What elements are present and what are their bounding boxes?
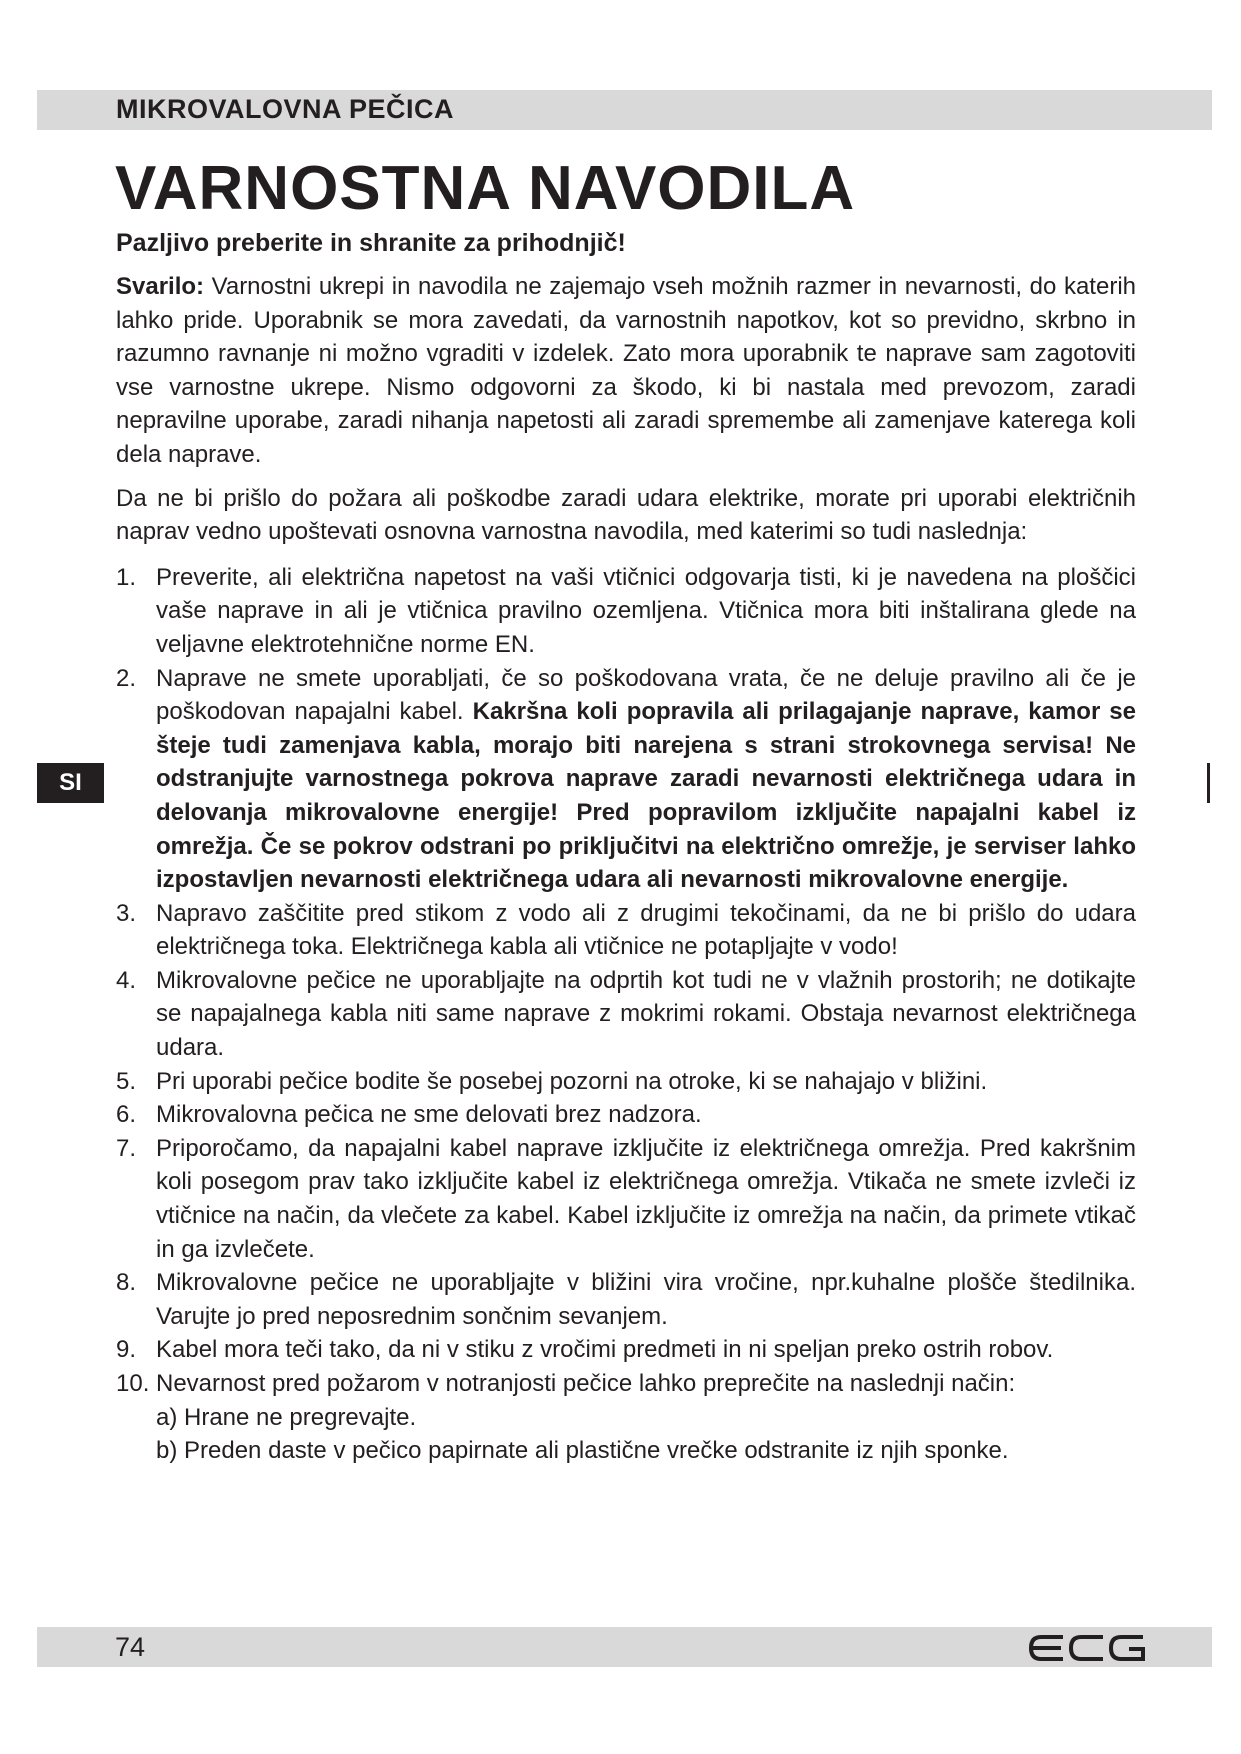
- list-item: [116, 964, 1136, 1065]
- warning-text: Varnostni ukrepi in navodila ne zajemajo vseh možnih razmer in nevarnosti, do katerih lahko pride. Uporabnik se mora zavedati, da varnostnih napotkov, kot so previdno, skrbno in razumno ravnanje ni možno vgraditi v izdelek. Zato mora uporabnik te naprave sam zagotoviti vse varnostne ukrepe. Nismo odgovorni za škodo, ki bi nastala med prevozom, zaradi nepravilne uporabe, zaradi nihanja napetosti ali zaradi spremembe ali zamenjave katerega koli dela naprave.: [116, 273, 1136, 468]
- side-marker: [1207, 763, 1210, 803]
- item-number: 9.: [116, 1336, 137, 1364]
- item-number: 4.: [116, 966, 137, 994]
- item-text: Mikrovalovna pečica ne sme delovati brez nadzora.: [156, 1101, 702, 1129]
- item-text: Napravo zaščitite pred stikom z vodo ali z drugimi tekočinami, da ne bi prišlo do udara električnega toka. Električnega kabla ali vtičnice ne potapljajte v vodo!: [156, 899, 1136, 961]
- language-tab: SI: [37, 763, 104, 803]
- list-item: [116, 561, 1136, 662]
- item-text: Nevarnost pred požarom v notranjosti pečice lahko preprečite na naslednji način:: [156, 1370, 1016, 1397]
- item-number: 2.: [116, 664, 137, 692]
- item-text: Mikrovalovne pečice ne uporabljajte na odprtih kot tudi ne v vlažnih prostorih; ne dotikajte se napajalnega kabla niti same naprave z mokrimi rokami. Obstaja nevarnost električnega udara.: [156, 966, 1136, 1062]
- item-number: 7.: [116, 1134, 137, 1162]
- list-item: [116, 662, 1136, 897]
- warning-label: Svarilo:: [116, 273, 205, 300]
- header-bar: [37, 90, 1212, 130]
- list-item: [116, 1266, 1136, 1333]
- item-text: Priporočamo, da napajalni kabel naprave izključite iz električnega omrežja. Pred kakršnim koli posegom prav tako izključite kabel iz električnega omrežja. Vtikača ne smete izvleči iz vtičnice na način, da vlečete za kabel. Kabel izključite iz omrežja na način, da primete vtikač in ga izvlečete.: [156, 1134, 1136, 1263]
- item-text: Kabel mora teči tako, da ni v stiku z vročimi predmeti in ni speljan preko ostrih robov.: [156, 1336, 1054, 1364]
- page-number: 74: [115, 1632, 146, 1662]
- item-bold-text: Kakršna koli popravila ali prilagajanje naprave, kamor se šteje tudi zamenjava kabla, morajo biti narejena s strani strokovnega servisa! Ne odstranjujte varnostnega pokrova naprave zaradi nevarnosti električnega udara in delovanja mikrovalovne energije! Pred popravilom izključite napajalni kabel iz omrežja. Če se pokrov odstrani po priključitvi na električno omrežje, je serviser lahko izpostavljen nevarnosti električnega udara ali nevarnosti mikrovalovne energije.: [156, 698, 1136, 894]
- item-number: 3.: [116, 899, 137, 927]
- safety-list: [116, 561, 1136, 1468]
- intro-paragraph: Da ne bi prišlo do požara ali poškodbe zaradi udara elektrike, morate pri uporabi električnih naprav vedno upoštevati osnovna varnostna navodila, med katerimi so tudi naslednja:: [116, 484, 1136, 546]
- content: [116, 270, 1136, 1468]
- item-number: 1.: [116, 563, 137, 591]
- list-item: [116, 1065, 1136, 1099]
- item-number: 10.: [116, 1370, 150, 1397]
- sub-item: a) Hrane ne pregrevajte.: [156, 1403, 417, 1431]
- list-item: [116, 897, 1136, 964]
- sub-item: b) Preden daste v pečico papirnate ali plastične vrečke odstranite iz njih sponke.: [156, 1437, 1009, 1465]
- warning-paragraph: [116, 270, 1136, 472]
- item-text: Preverite, ali električna napetost na vaši vtičnici odgovarja tisti, ki je navedena na ploščici vaše naprave in ali je vtičnica pravilno ozemljena. Vtičnica mora biti inštalirana glede na veljavne elektrotehnične norme EN.: [156, 563, 1136, 658]
- item-number: 5.: [116, 1067, 137, 1095]
- list-item: [116, 1367, 1136, 1468]
- item-text: Pri uporabi pečice bodite še posebej pozorni na otroke, ki se nahajajo v bližini.: [156, 1067, 988, 1095]
- list-item: [116, 1098, 1136, 1132]
- list-item: [116, 1132, 1136, 1266]
- header-label: MIKROVALOVNA PEČICA: [116, 94, 455, 124]
- list-item: [116, 1333, 1136, 1367]
- page-subtitle: Pazljivo preberite in shranite za prihodnjič!: [116, 229, 626, 257]
- ecg-logo: [1029, 1635, 1147, 1661]
- item-text: Mikrovalovne pečice ne uporabljajte v bližini vira vročine, npr.kuhalne plošče štedilnika. Varujte jo pred neposrednim sončnim sevanjem.: [156, 1269, 1136, 1330]
- item-number: 8.: [116, 1269, 137, 1297]
- page-title: VARNOSTNA NAVODILA: [115, 154, 856, 223]
- item-text: Naprave ne smete uporabljati, če so poškodovana vrata, če ne deluje pravilno ali če je poškodovan napajalni kabel.: [156, 664, 1136, 726]
- item-number: 6.: [116, 1101, 137, 1129]
- footer-bar: [37, 1627, 1212, 1667]
